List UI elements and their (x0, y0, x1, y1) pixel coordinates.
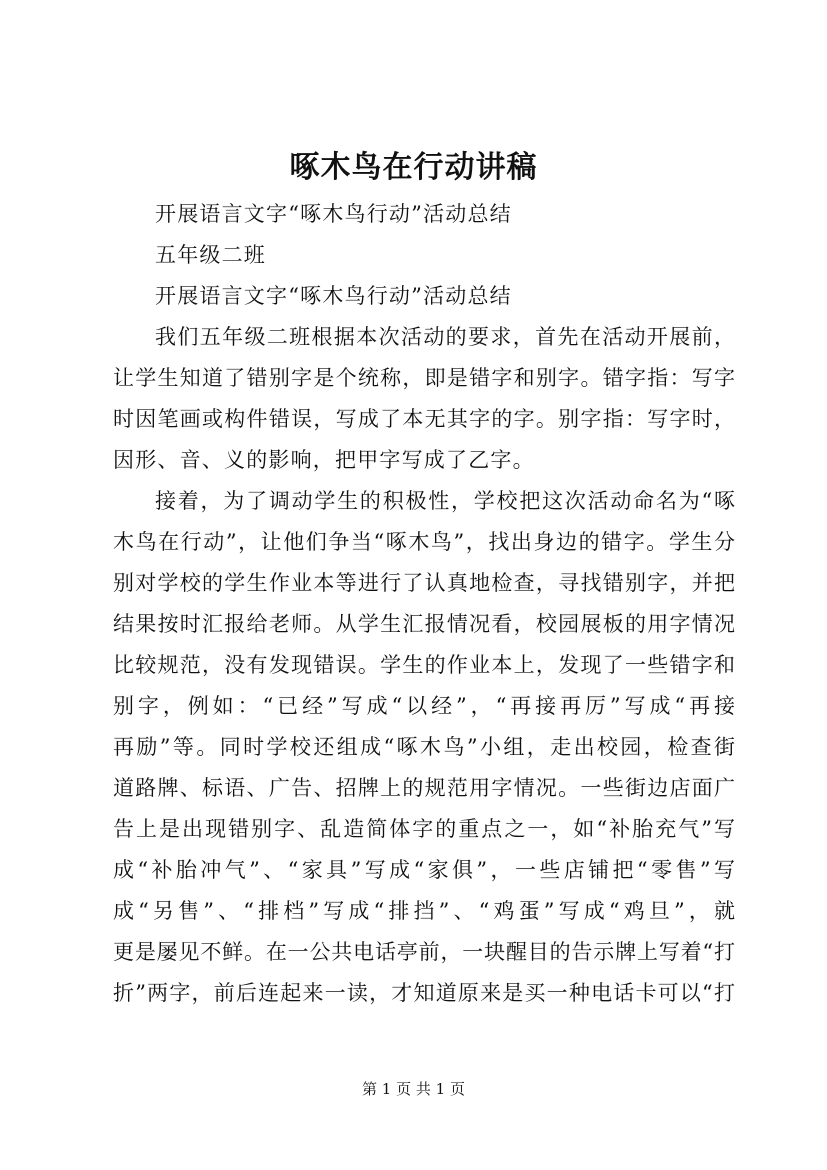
body-line: 比较规范，没有发现错误。学生的作业本上，发现了一些错字和 (113, 653, 735, 677)
body-line: 我们五年级二班根据本次活动的要求，首先在活动开展前， (155, 325, 735, 349)
body-line: 更是屡见不鲜。在一公共电话亭前，一块醒目的告示牌上写着“打 (113, 940, 735, 964)
body-line: 告上是出现错别字、乱造简体字的重点之一，如“补胎充气”写 (113, 817, 735, 841)
body-line: 五年级二班 (155, 243, 266, 267)
body-line: 让学生知道了错别字是个统称，即是错字和别字。错字指：写字 (113, 366, 735, 390)
body-line: 因形、音、义的影响，把甲字写成了乙字。 (113, 448, 535, 472)
body-line: 开展语言文字“啄木鸟行动”活动总结 (155, 202, 512, 226)
body-line: 木鸟在行动”，让他们争当“啄木鸟”，找出身边的错字。学生分 (113, 530, 735, 554)
body-line: 接着，为了调动学生的积极性，学校把这次活动命名为“啄 (155, 489, 735, 513)
body-line: 成“另售”、“排档”写成“排挡”、“鸡蛋”写成“鸡旦”，就 (113, 899, 735, 923)
body-line: 别对学校的学生作业本等进行了认真地检查，寻找错别字，并把 (113, 571, 735, 595)
document-title: 啄木鸟在行动讲稿 (289, 150, 538, 185)
body-line: 成“补胎冲气”、“家具”写成“家俱”，一些店铺把“零售”写 (113, 858, 735, 882)
document-body (113, 194, 735, 1014)
body-line: 开展语言文字“啄木鸟行动”活动总结 (155, 284, 512, 308)
body-line: 别字，例如：“已经”写成“以经”，“再接再厉”写成“再接 (113, 694, 735, 718)
body-line: 再励”等。同时学校还组成“啄木鸟”小组，走出校园，检查街 (113, 735, 735, 759)
body-line: 结果按时汇报给老师。从学生汇报情况看，校园展板的用字情况 (113, 612, 735, 636)
body-line: 时因笔画或构件错误，写成了本无其字的字。别字指：写字时， (113, 407, 735, 431)
page-number-footer: 第 1 页 共 1 页 (362, 1080, 465, 1098)
body-line: 折”两字，前后连起来一读，才知道原来是买一种电话卡可以“打 (113, 981, 735, 1005)
body-line: 道路牌、标语、广告、招牌上的规范用字情况。一些街边店面广 (113, 776, 735, 800)
